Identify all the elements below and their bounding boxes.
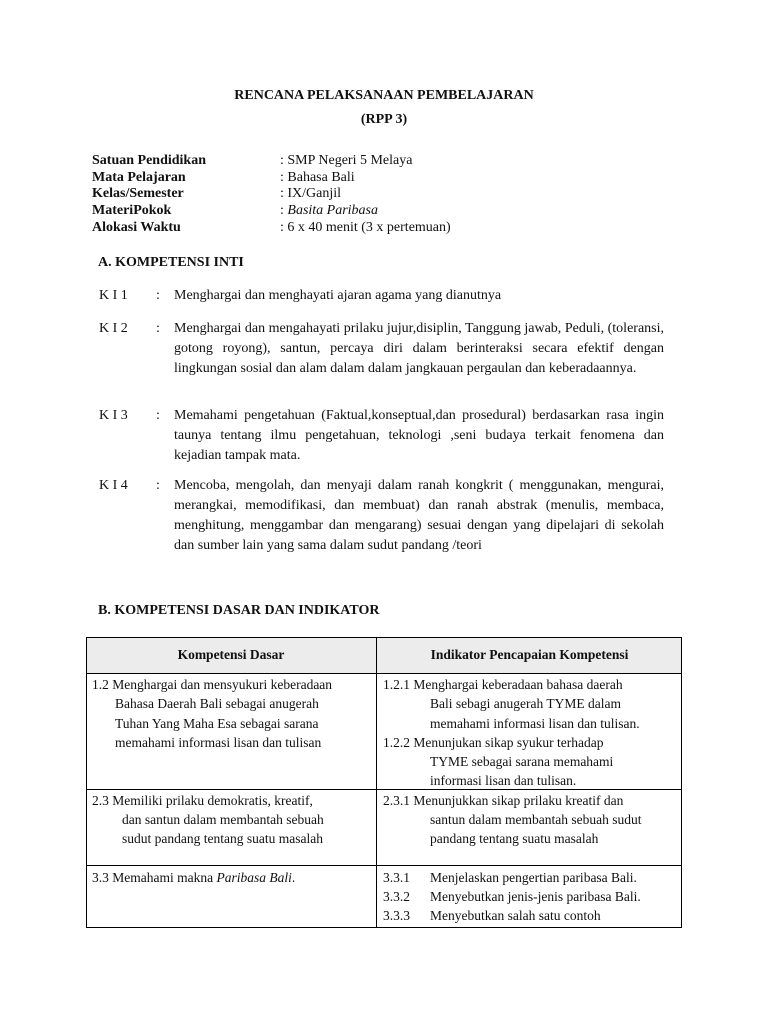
- ki2-colon: :: [156, 321, 160, 336]
- identity-label-satuan: Satuan Pendidikan: [92, 153, 206, 168]
- document-subtitle: (RPP 3): [360, 112, 408, 127]
- table-row-divider: [86, 789, 682, 790]
- identity-value-satuan: : SMP Negeri 5 Melaya: [280, 153, 413, 168]
- table-border-bottom: [86, 927, 682, 928]
- identity-value-materi: [280, 203, 378, 219]
- indikator-1-2-1-line: Bali sebagi anugerah TYME dalam: [430, 696, 621, 711]
- indikator-3-3-1-num: 3.3.1: [383, 870, 410, 885]
- kd-1-2-line: memahami informasi lisan dan tulisan: [115, 735, 322, 750]
- kd-2-3-line: sudut pandang tentang suatu masalah: [122, 831, 323, 846]
- identity-value-kelas: : IX/Ganjil: [280, 186, 342, 201]
- indikator-1-2-2-line: informasi lisan dan tulisan.: [430, 773, 577, 788]
- ki2-code: K I 2: [99, 321, 128, 336]
- indikator-3-3-3-text: Menyebutkan salah satu contoh: [430, 908, 601, 923]
- table-border-top: [86, 637, 682, 638]
- indikator-3-3-3-num: 3.3.3: [383, 908, 410, 923]
- kd-3-3-prefix: 3.3 Memahami makna: [92, 870, 217, 885]
- indikator-1-2-2-line: TYME sebagai sarana memahami: [430, 754, 614, 769]
- kd-3-3-italic: Paribasa Bali: [216, 870, 292, 885]
- table-header-indikator: Indikator Pencapaian Kompetensi: [430, 647, 629, 662]
- ki4-text: Mencoba, mengolah, dan menyaji dalam ranah kongkrit ( menggunakan, mengurai, merangkai, memodifikasi, dan membuat) dan ranah abstrak (menulis, membaca, menghitung, menggambar dan mengarang) sesuai dengan yang dipelajari di sekolah dan sumber lain yang sama dalam sudut pandang /teori: [174, 478, 664, 553]
- identity-label-kelas: Kelas/Semester: [92, 186, 184, 201]
- ki4-colon: :: [156, 478, 160, 493]
- identity-label-mapel: Mata Pelajaran: [92, 170, 186, 185]
- identity-value-mapel: : Bahasa Bali: [280, 170, 355, 185]
- indikator-2-3-1-line: santun dalam membantah sebuah sudut: [430, 812, 642, 827]
- ki3-colon: :: [156, 408, 160, 423]
- ki3-text: Memahami pengetahuan (Faktual,konseptual,dan prosedural) berdasarkan rasa ingin taunya tentang ilmu pengetahuan, teknologi ,seni budaya terkait fenomena dan kejadian tampak mata.: [174, 408, 664, 463]
- indikator-2-3-1-line: 2.3.1 Menunjukkan sikap prilaku kreatif dan: [383, 793, 624, 808]
- identity-value-materi-prefix: :: [280, 203, 288, 218]
- table-header-kd: Kompetensi Dasar: [177, 647, 285, 662]
- table-column-divider: [376, 637, 377, 928]
- indikator-3-3-1-text: Menjelaskan pengertian paribasa Bali.: [430, 870, 637, 885]
- table-row-divider: [86, 673, 682, 674]
- kd-3-3-suffix: .: [291, 870, 296, 885]
- kd-indicator-table: [86, 637, 682, 928]
- indikator-1-2-2-line: 1.2.2 Menunjukan sikap syukur terhadap: [383, 735, 604, 750]
- ki1-colon: :: [156, 288, 160, 303]
- ki1-code: K I 1: [99, 288, 128, 303]
- identity-value-alokasi: : 6 x 40 menit (3 x pertemuan): [280, 220, 451, 235]
- kd-2-3-line: dan santun dalam membantah sebuah: [122, 812, 324, 827]
- ki3-code: K I 3: [99, 408, 128, 423]
- kd-3-3-line: [92, 868, 295, 888]
- indikator-3-3-2-num: 3.3.2: [383, 889, 410, 904]
- table-border-left: [86, 637, 87, 928]
- ki2-text: Menghargai dan mengahayati prilaku jujur,disiplin, Tanggung jawab, Peduli, (toleransi, gotong royong), santun, percaya diri dalam berinteraksi secara efektif dengan lingkungan sosial dan alam dalam dalam jangkauan pergaulan dan keberadaannya.: [174, 321, 664, 376]
- identity-label-alokasi: Alokasi Waktu: [92, 220, 181, 235]
- table-row-divider: [86, 865, 682, 866]
- indikator-1-2-1-line: memahami informasi lisan dan tulisan.: [430, 716, 640, 731]
- ki1-text: Menghargai dan menghayati ajaran agama yang dianutnya: [174, 288, 502, 303]
- identity-label-materi: MateriPokok: [92, 203, 172, 218]
- document-title: RENCANA PELAKSANAAN PEMBELAJARAN: [234, 88, 534, 103]
- kd-2-3-line: 2.3 Memiliki prilaku demokratis, kreatif,: [92, 793, 313, 808]
- indikator-3-3-2-text: Menyebutkan jenis-jenis paribasa Bali.: [430, 889, 641, 904]
- section-a-heading: A. KOMPETENSI INTI: [98, 255, 244, 270]
- kd-1-2-line: Tuhan Yang Maha Esa sebagai sarana: [115, 716, 319, 731]
- kd-1-2-line: Bahasa Daerah Bali sebagai anugerah: [115, 696, 319, 711]
- table-border-right: [681, 637, 682, 928]
- indikator-2-3-1-line: pandang tentang suatu masalah: [430, 831, 599, 846]
- section-b-heading: B. KOMPETENSI DASAR DAN INDIKATOR: [98, 603, 380, 618]
- indikator-1-2-1-line: 1.2.1 Menghargai keberadaan bahasa daerah: [383, 677, 623, 692]
- identity-value-materi-text: Basita Paribasa: [287, 203, 379, 218]
- ki4-code: K I 4: [99, 478, 128, 493]
- kd-1-2-line: 1.2 Menghargai dan mensyukuri keberadaan: [92, 677, 333, 692]
